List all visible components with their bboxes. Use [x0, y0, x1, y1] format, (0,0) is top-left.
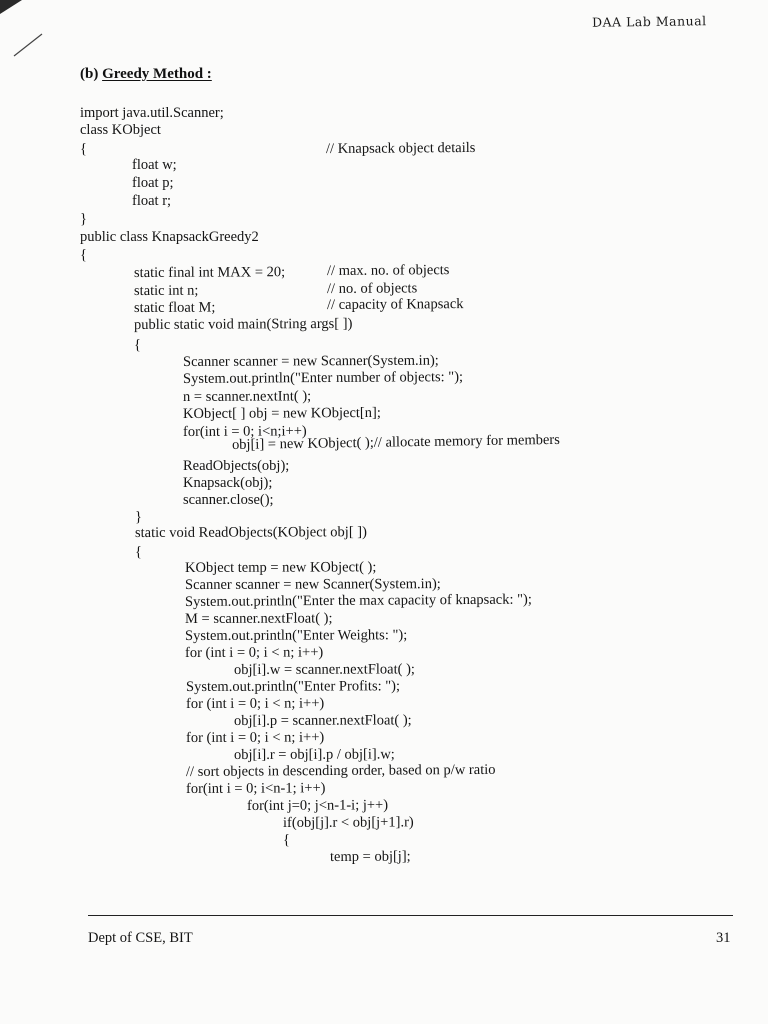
section-heading: Greedy Method : [102, 66, 212, 82]
code-line: static final int MAX = 20; [133, 264, 286, 281]
code-line: KObject temp = new KObject( ); [184, 559, 377, 576]
code-line: if(obj[j].r < obj[j+1].r) [282, 814, 414, 831]
code-line: { [80, 247, 87, 263]
code-line: { [283, 832, 290, 848]
footer-divider [88, 915, 733, 916]
code-line: ReadObjects(obj); [183, 458, 290, 474]
code-line: float w; [132, 157, 177, 173]
code-line: public class KnapsackGreedy2 [80, 229, 259, 245]
code-line: { [134, 337, 141, 353]
code-line: { [80, 141, 87, 157]
code-line: for(int i = 0; i<n-1; i++) [185, 780, 326, 797]
code-line: obj[i].r = obj[i].p / obj[i].w; [233, 746, 395, 763]
code-line: import java.util.Scanner; [80, 105, 224, 121]
code-line: } [80, 211, 87, 227]
running-header: DAA Lab Manual [591, 13, 707, 30]
code-line: for (int i = 0; i < n; i++) [185, 729, 325, 746]
footer-page-number: 31 [716, 930, 731, 946]
code-comment-line: // no. of objects [326, 280, 418, 297]
code-line: static float M; [133, 299, 216, 316]
section-prefix: (b) [80, 66, 99, 82]
code-line: for (int i = 0; i < n; i++) [184, 644, 324, 661]
code-line: class KObject [80, 122, 161, 138]
code-line: Scanner scanner = new Scanner(System.in); [182, 352, 439, 370]
code-comment-line: // sort objects in descending order, based on p/w ratio [185, 761, 496, 780]
code-line: KObject[ ] obj = new KObject[n]; [182, 404, 381, 422]
code-line: { [135, 544, 142, 560]
code-comment-line: // max. no. of objects [326, 262, 450, 279]
code-comment-line: // capacity of Knapsack [326, 296, 464, 313]
code-line: static void ReadObjects(KObject obj[ ]) [134, 524, 367, 541]
code-line: System.out.println("Enter Weights: "); [184, 627, 408, 644]
code-line: obj[i].w = scanner.nextFloat( ); [233, 661, 415, 678]
code-comment-line: // Knapsack object details [325, 139, 476, 157]
code-line: System.out.println("Enter number of objects: "); [182, 369, 464, 387]
code-line: for (int i = 0; i < n; i++) [185, 695, 325, 712]
code-line: n = scanner.nextInt( ); [182, 388, 312, 405]
code-line: M = scanner.nextFloat( ); [184, 610, 333, 627]
code-line: System.out.println("Enter the max capacity of knapsack: "); [184, 591, 532, 610]
code-line: temp = obj[j]; [329, 848, 411, 865]
code-line: for(int i = 0; i<n;i++) [182, 423, 307, 440]
code-line: static int n; [133, 282, 199, 299]
code-line: float r; [132, 193, 172, 209]
code-line: public static void main(String args[ ]) [133, 315, 353, 333]
code-line: Knapsack(obj); [183, 475, 273, 491]
code-line: for(int j=0; j<n-1-i; j++) [246, 797, 389, 814]
footer-department: Dept of CSE, BIT [88, 930, 193, 946]
code-line: Scanner scanner = new Scanner(System.in); [184, 576, 441, 593]
code-line: obj[i] = new KObject( );// allocate memory for members [231, 431, 560, 453]
code-line: float p; [132, 175, 174, 191]
code-line: } [135, 509, 142, 525]
code-line: System.out.println("Enter Profits: "); [185, 678, 401, 695]
code-line: obj[i].p = scanner.nextFloat( ); [233, 712, 412, 729]
code-line: scanner.close(); [183, 492, 274, 508]
